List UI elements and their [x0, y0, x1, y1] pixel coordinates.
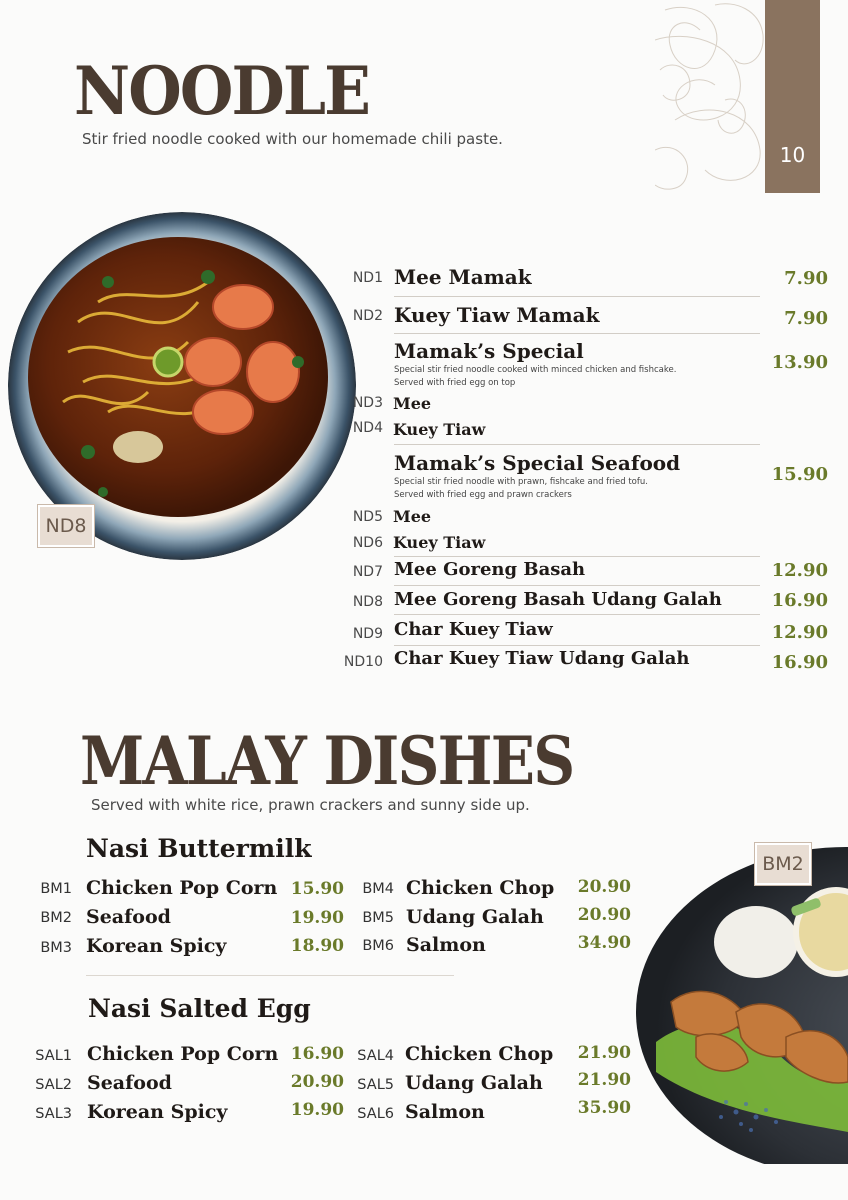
item-price: 16.90: [771, 590, 828, 611]
item-name: Kuey Tiaw: [393, 420, 486, 439]
item-code: BM1: [40, 881, 72, 897]
item-name: Mee Mamak: [394, 265, 532, 289]
item-code: SAL6: [357, 1106, 394, 1122]
item-name: Mee Goreng Basah: [394, 559, 586, 580]
item-price: 21.90: [577, 1043, 631, 1063]
item-name: Seafood: [86, 906, 171, 928]
malay-photo-tag: BM2: [755, 843, 811, 885]
item-code: SAL4: [357, 1048, 394, 1064]
page-number: 10: [779, 143, 806, 167]
item-price: 7.90: [784, 308, 828, 329]
item-name: Korean Spicy: [86, 935, 227, 957]
malay-dish-photo: [636, 842, 848, 1164]
item-code: BM5: [362, 910, 394, 926]
item-description: Served with fried egg on top: [394, 378, 516, 388]
item-code: ND6: [352, 535, 383, 551]
item-price: 16.90: [290, 1044, 344, 1064]
item-price: 7.90: [784, 268, 828, 289]
item-name: Chicken Chop: [405, 1043, 554, 1065]
item-name: Seafood: [87, 1072, 172, 1094]
item-code: SAL2: [35, 1077, 72, 1093]
item-price: 21.90: [577, 1070, 631, 1090]
item-price: 20.90: [577, 905, 631, 925]
item-code: ND5: [352, 509, 383, 525]
item-description: Special stir fried noodle with prawn, fishcake and fried tofu.: [394, 477, 648, 487]
section-heading-salted-egg: Nasi Salted Egg: [88, 994, 311, 1023]
item-price: 16.90: [771, 652, 828, 673]
item-price: 13.90: [771, 352, 828, 373]
section-divider: [86, 975, 454, 976]
item-name: Mamak’s Special: [394, 339, 584, 363]
item-name: Mee: [393, 394, 432, 413]
item-name: Mee: [393, 507, 432, 526]
divider: [394, 333, 760, 334]
item-price: 20.90: [290, 1072, 344, 1092]
page-number-tab: [765, 0, 820, 193]
item-name: Salmon: [406, 934, 486, 956]
item-name: Char Kuey Tiaw Udang Galah: [394, 648, 690, 669]
item-name: Kuey Tiaw Mamak: [394, 303, 600, 327]
topographic-pattern: [655, 0, 765, 193]
item-name: Chicken Pop Corn: [86, 877, 278, 899]
item-code: ND1: [352, 270, 383, 286]
item-code: ND8: [352, 594, 383, 610]
item-name: Korean Spicy: [87, 1101, 228, 1123]
item-price: 12.90: [771, 622, 828, 643]
divider: [394, 556, 760, 557]
item-code: BM4: [362, 881, 394, 897]
section-heading-buttermilk: Nasi Buttermilk: [86, 834, 312, 863]
divider: [394, 296, 760, 297]
item-price: 34.90: [577, 933, 631, 953]
item-description: Special stir fried noodle cooked with minced chicken and fishcake.: [394, 365, 677, 375]
item-name: Udang Galah: [406, 906, 544, 928]
item-price: 19.90: [290, 1100, 344, 1120]
item-name: Kuey Tiaw: [393, 533, 486, 552]
item-code: ND9: [352, 626, 383, 642]
item-name: Chicken Pop Corn: [87, 1043, 279, 1065]
divider: [394, 444, 760, 445]
item-name: Chicken Chop: [406, 877, 555, 899]
item-name: Mamak’s Special Seafood: [394, 451, 681, 475]
item-price: 20.90: [577, 877, 631, 897]
noodle-title: NOODLE: [74, 52, 370, 130]
item-code: SAL1: [35, 1048, 72, 1064]
item-name: Salmon: [405, 1101, 485, 1123]
item-price: 35.90: [577, 1098, 631, 1118]
noodle-photo-tag: ND8: [38, 505, 94, 547]
noodle-subtitle: Stir fried noodle cooked with our homemade chili paste.: [82, 130, 503, 148]
divider: [394, 645, 760, 646]
item-description: Served with fried egg and prawn crackers: [394, 490, 572, 500]
item-code: BM3: [40, 940, 72, 956]
item-name: Mee Goreng Basah Udang Galah: [394, 589, 722, 610]
item-code: ND2: [352, 308, 383, 324]
divider: [394, 585, 760, 586]
malay-title: MALAY DISHES: [80, 722, 574, 800]
item-price: 15.90: [290, 879, 344, 899]
malay-subtitle: Served with white rice, prawn crackers and sunny side up.: [91, 796, 530, 814]
item-price: 18.90: [290, 936, 344, 956]
item-code: SAL5: [357, 1077, 394, 1093]
item-code: ND10: [343, 654, 383, 670]
item-price: 15.90: [771, 464, 828, 485]
item-price: 19.90: [290, 908, 344, 928]
item-code: ND7: [352, 564, 383, 580]
item-code: SAL3: [35, 1106, 72, 1122]
item-code: BM6: [362, 938, 394, 954]
item-code: ND4: [352, 420, 383, 436]
item-code: BM2: [40, 910, 72, 926]
item-code: ND3: [352, 395, 383, 411]
item-price: 12.90: [771, 560, 828, 581]
divider: [394, 614, 760, 615]
item-name: Char Kuey Tiaw: [394, 619, 553, 640]
item-name: Udang Galah: [405, 1072, 543, 1094]
